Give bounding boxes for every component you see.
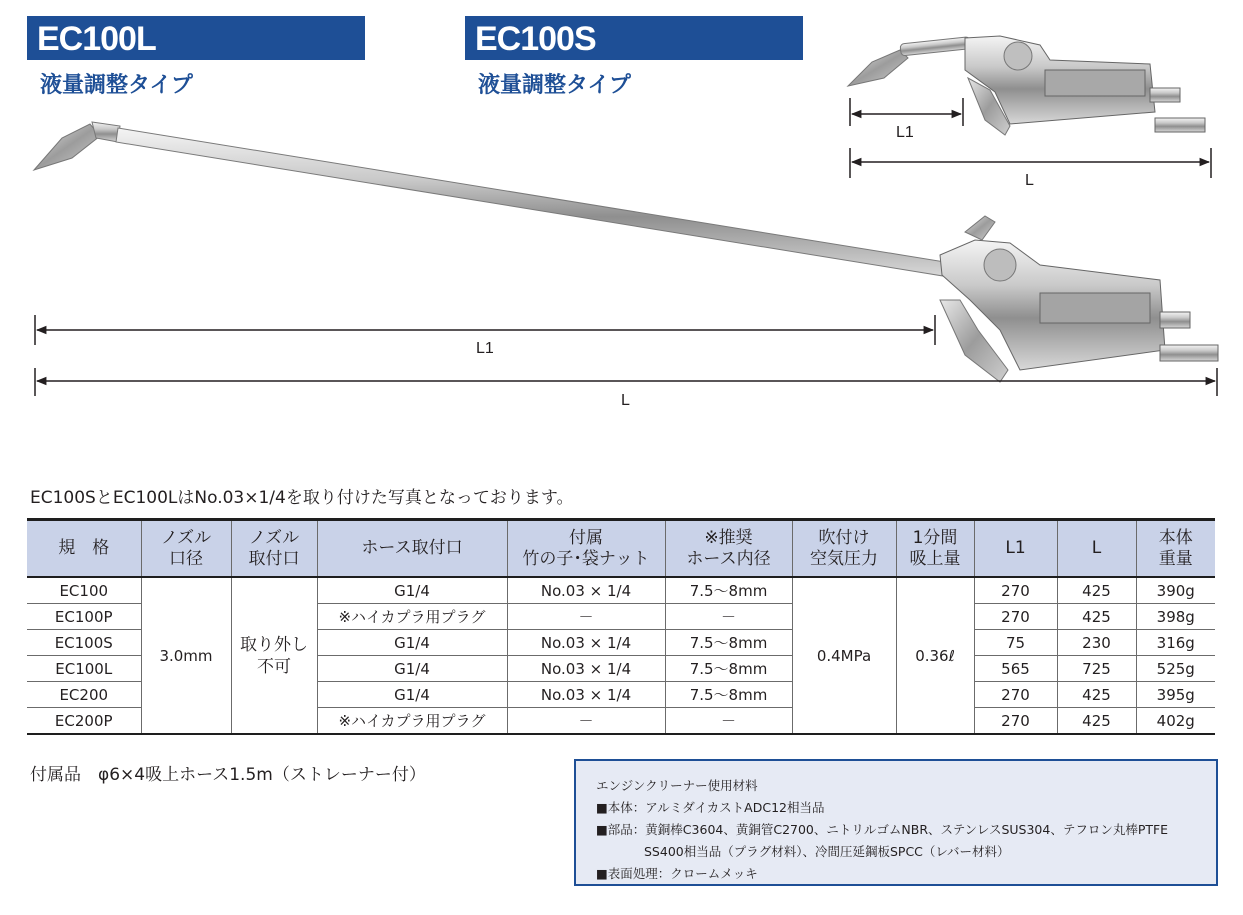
- cell-fitting: No.03 × 1/4: [507, 577, 665, 604]
- cell-fitting: No.03 × 1/4: [507, 656, 665, 682]
- cell-model: EC200: [27, 682, 141, 708]
- large-dim-l1-label: L1: [476, 340, 494, 357]
- table-header-row: [27, 520, 1215, 578]
- materials-parts: ■部品：黄銅棒C3604、黄銅管C2700、ニトリルゴムNBR、ステンレスSUS304、テフロン丸棒PTFE: [596, 822, 1169, 837]
- materials-body: ■本体：アルミダイカストADC12相当品: [596, 800, 825, 815]
- model-subtitle-ec100s: 液量調整タイプ: [478, 73, 631, 98]
- cell-hose-port: ※ハイカプラ用プラグ: [317, 604, 507, 630]
- cell-l: 230: [1057, 630, 1136, 656]
- cell-hose-inner: 7.5～8mm: [665, 630, 792, 656]
- cell-air-pressure: 0.4MPa: [792, 577, 896, 734]
- cell-fitting: No.03 × 1/4: [507, 682, 665, 708]
- cell-l1: 565: [974, 656, 1057, 682]
- photo-caption: EC100SとEC100LはNo.03×1/4を取り付けた写真となっております。: [30, 488, 574, 508]
- cell-nozzle-diameter: 3.0mm: [141, 577, 231, 734]
- cell-hose-inner: 7.5～8mm: [665, 577, 792, 604]
- materials-title: エンジンクリーナー使用材料: [596, 778, 758, 793]
- cell-hose-port: G1/4: [317, 577, 507, 604]
- cell-l: 425: [1057, 577, 1136, 604]
- cell-l1: 270: [974, 682, 1057, 708]
- header-nozzle-diameter: ノズル 口径: [141, 520, 231, 578]
- header-accessory-fitting: 付属 竹の子･袋ナット: [507, 520, 665, 578]
- cell-hose-port: ※ハイカプラ用プラグ: [317, 708, 507, 735]
- cell-hose-inner: －: [665, 604, 792, 630]
- model-title-ec100s: EC100S: [465, 16, 803, 60]
- model-title-ec100l: EC100L: [27, 16, 365, 60]
- cell-hose-inner: 7.5～8mm: [665, 656, 792, 682]
- cell-fitting: －: [507, 604, 665, 630]
- cell-suction: 0.36ℓ: [896, 577, 974, 734]
- cell-fitting: －: [507, 708, 665, 735]
- cell-model: EC100S: [27, 630, 141, 656]
- header-weight: 本体 重量: [1136, 520, 1215, 578]
- cell-nozzle-mount: 取り外し 不可: [231, 577, 317, 734]
- cell-model: EC200P: [27, 708, 141, 735]
- table-row: [27, 577, 1215, 604]
- cell-model: EC100: [27, 577, 141, 604]
- cell-weight: 402g: [1136, 708, 1215, 735]
- cell-l1: 75: [974, 630, 1057, 656]
- header-hose-inner: ※推奨 ホース内径: [665, 520, 792, 578]
- cell-l: 425: [1057, 604, 1136, 630]
- cell-weight: 398g: [1136, 604, 1215, 630]
- cell-l1: 270: [974, 708, 1057, 735]
- cell-hose-port: G1/4: [317, 682, 507, 708]
- cell-l1: 270: [974, 577, 1057, 604]
- ec100l-gun-image: [34, 122, 1218, 382]
- cell-l: 425: [1057, 708, 1136, 735]
- ec100s-gun-image: [848, 36, 1205, 135]
- cell-fitting: No.03 × 1/4: [507, 630, 665, 656]
- cell-weight: 525g: [1136, 656, 1215, 682]
- header-suction: 1分間 吸上量: [896, 520, 974, 578]
- cell-l: 725: [1057, 656, 1136, 682]
- small-dim-l-label: L: [1025, 172, 1034, 189]
- cell-hose-port: G1/4: [317, 656, 507, 682]
- header-l: L: [1057, 520, 1136, 578]
- accessory-note: 付属品 φ6×4吸上ホース1.5m（ストレーナー付）: [30, 765, 426, 785]
- cell-l1: 270: [974, 604, 1057, 630]
- header-model: 規 格: [27, 520, 141, 578]
- large-dim-l-label: L: [621, 392, 630, 409]
- cell-hose-inner: －: [665, 708, 792, 735]
- cell-l: 425: [1057, 682, 1136, 708]
- header-hose-port: ホース取付口: [317, 520, 507, 578]
- cell-model: EC100L: [27, 656, 141, 682]
- cell-model: EC100P: [27, 604, 141, 630]
- header-l1: L1: [974, 520, 1057, 578]
- cell-weight: 316g: [1136, 630, 1215, 656]
- materials-parts-continued: SS400相当品（プラグ材料）、冷間圧延鋼板SPCC（レバー材料）: [644, 844, 1010, 859]
- cell-weight: 395g: [1136, 682, 1215, 708]
- header-nozzle-mount: ノズル 取付口: [231, 520, 317, 578]
- materials-surface: ■表面処理：クロームメッキ: [596, 866, 758, 881]
- materials-box: [574, 759, 1218, 886]
- spec-table: [27, 518, 1215, 735]
- cell-hose-inner: 7.5～8mm: [665, 682, 792, 708]
- small-dim-l1-label: L1: [896, 124, 914, 141]
- header-air-pressure: 吹付け 空気圧力: [792, 520, 896, 578]
- model-subtitle-ec100l: 液量調整タイプ: [40, 73, 193, 98]
- cell-weight: 390g: [1136, 577, 1215, 604]
- cell-hose-port: G1/4: [317, 630, 507, 656]
